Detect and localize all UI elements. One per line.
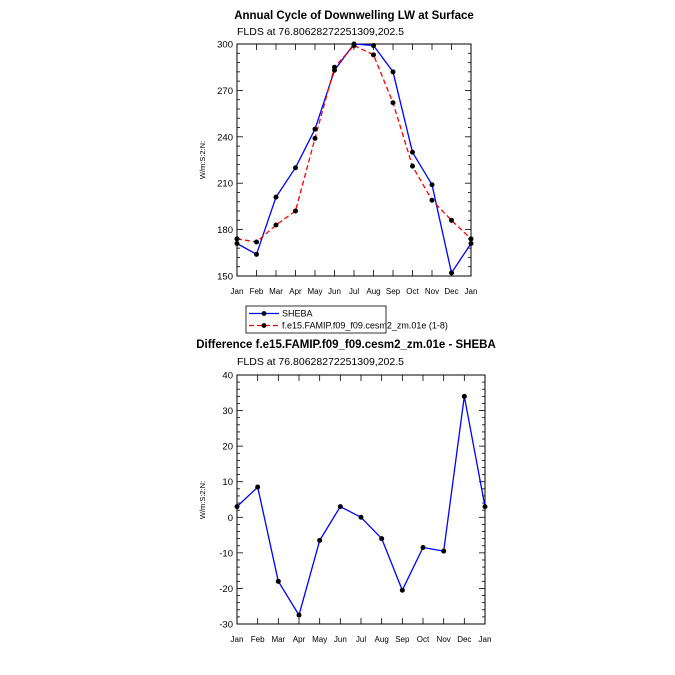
data-point [297,613,302,618]
y-tick-label: 300 [217,39,233,51]
annual-cycle-panel [198,10,477,296]
data-point [338,504,343,509]
y-tick-label: 150 [217,271,233,283]
data-point [352,43,357,48]
x-tick-label: Nov [424,287,440,296]
plot-frame [237,44,471,276]
chart-subtitle: FLDS at 76.80628272251309,202.5 [237,356,404,368]
legend-marker-sheba [262,311,267,316]
x-tick-label: Aug [366,287,381,296]
data-point [235,504,240,509]
y-tick-label: 210 [217,178,233,190]
data-point [274,222,279,227]
legend-label-model: f.e15.FAMIP.f09_f09.cesm2_zm.01e (1-8) [282,320,448,331]
legend-label-sheba: SHEBA [282,308,313,319]
axes [217,40,477,297]
y-tick-label: 240 [217,132,233,144]
data-point [293,209,298,214]
data-point [313,127,318,132]
y-tick-label: 180 [217,225,233,237]
data-point [332,65,337,70]
data-point [317,538,322,543]
x-tick-label: Jan [230,635,244,644]
data-point [235,241,240,246]
y-tick-label: 270 [217,85,233,97]
legend [246,306,448,333]
data-point [400,588,405,593]
data-point [410,150,415,155]
x-tick-label: Dec [444,287,459,296]
data-point [379,536,384,541]
y-tick-label: 30 [222,406,233,418]
x-tick-label: May [307,287,323,296]
data-point [441,549,446,554]
data-point [276,579,281,584]
y-tick-label: 0 [227,512,233,524]
data-point [469,241,474,246]
x-tick-label: Mar [271,635,286,644]
x-tick-label: Feb [250,635,265,644]
x-tick-label: Feb [249,287,264,296]
x-tick-label: Jun [328,287,341,296]
data-point [421,545,426,550]
x-tick-label: Oct [416,635,430,644]
x-tick-label: Jan [478,635,492,644]
series-marks [235,42,474,276]
chart-title: Annual Cycle of Downwelling LW at Surface [234,10,474,22]
legend-marker-model [262,323,267,328]
y-tick-label: 20 [222,441,233,453]
y-tick-label: 10 [222,477,233,489]
data-point [391,100,396,105]
x-tick-label: Nov [436,635,451,644]
data-point [430,198,435,203]
data-point [255,485,260,490]
data-point [254,239,259,244]
chart-subtitle: FLDS at 76.80628272251309,202.5 [237,26,404,38]
data-point [449,218,454,223]
x-tick-label: Jun [333,635,347,644]
x-tick-label: May [312,635,328,644]
data-point [359,515,364,520]
data-point [483,504,488,509]
x-tick-label: Jan [230,287,244,296]
x-tick-label: Apr [292,635,306,644]
y-axis-label: W/m:S:2:N: [198,140,207,180]
series-marks [235,394,488,618]
x-tick-label: Jan [464,287,478,296]
x-tick-label: Aug [374,635,389,644]
data-point [391,69,396,74]
data-point [430,182,435,187]
series-line-0 [237,44,471,273]
data-point [235,236,240,241]
x-tick-label: Dec [457,635,472,644]
axes [219,371,491,645]
data-point [449,270,454,275]
x-tick-label: Oct [406,287,419,296]
data-point [371,43,376,48]
x-tick-label: Jul [348,287,360,296]
plot-frame [237,375,485,624]
y-tick-label: -30 [219,619,233,631]
data-point [313,136,318,141]
y-tick-label: -10 [219,548,233,560]
difference-panel [196,339,496,644]
chart-title: Difference f.e15.FAMIP.f09_f09.cesm2_zm.01e - SHEBA [196,339,496,351]
x-tick-label: Sep [385,287,401,296]
data-point [410,164,415,169]
x-tick-label: Apr [289,287,302,296]
y-tick-label: 40 [222,370,233,382]
y-axis-label: W/m:S:2:N: [198,480,207,520]
data-point [371,52,376,57]
data-point [469,236,474,241]
y-tick-label: -20 [219,583,233,595]
data-point [274,195,279,200]
data-point [293,165,298,170]
data-point [462,394,467,399]
x-tick-label: Sep [395,635,410,644]
x-tick-label: Mar [269,287,283,296]
series-line-0 [237,396,485,615]
series-line-1 [237,46,471,243]
x-tick-label: Jul [355,635,367,644]
data-point [254,252,259,257]
